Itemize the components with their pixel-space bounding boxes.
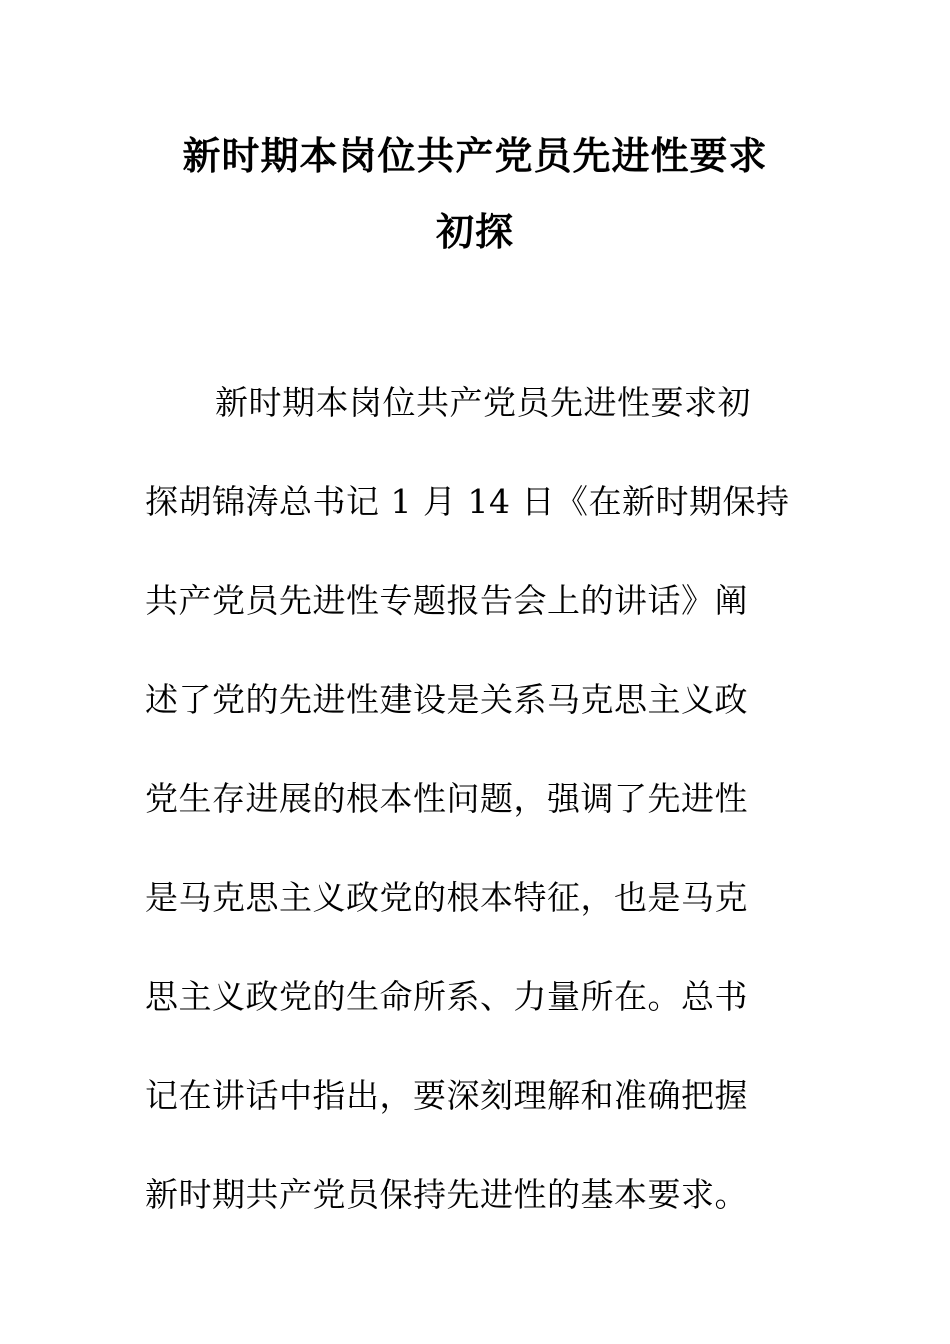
paragraph-line: 探胡锦涛总书记 1 月 14 日《在新时期保持 (145, 482, 790, 521)
paragraph-line: 新时期共产党员保持先进性的基本要求。 (145, 1175, 748, 1214)
title-line: 初探 (435, 210, 514, 254)
paragraph-line: 述了党的先进性建设是关系马克思主义政 (145, 680, 748, 719)
paragraph-line: 党生存进展的根本性问题，强调了先进性 (145, 779, 748, 818)
paragraph-line: 思主义政党的生命所系、力量所在。总书 (145, 977, 748, 1016)
document-title (145, 118, 805, 270)
body-paragraph (145, 365, 805, 1256)
paragraph-line: 共产党员先进性专题报告会上的讲话》阐 (145, 581, 748, 620)
paragraph-line: 新时期本岗位共产党员先进性要求初 (215, 383, 751, 422)
title-line: 新时期本岗位共产党员先进性要求 (182, 134, 768, 178)
paragraph-line: 是马克思主义政党的根本特征，也是马克 (145, 878, 748, 917)
paragraph-line: 记在讲话中指出，要深刻理解和准确把握 (145, 1076, 748, 1115)
